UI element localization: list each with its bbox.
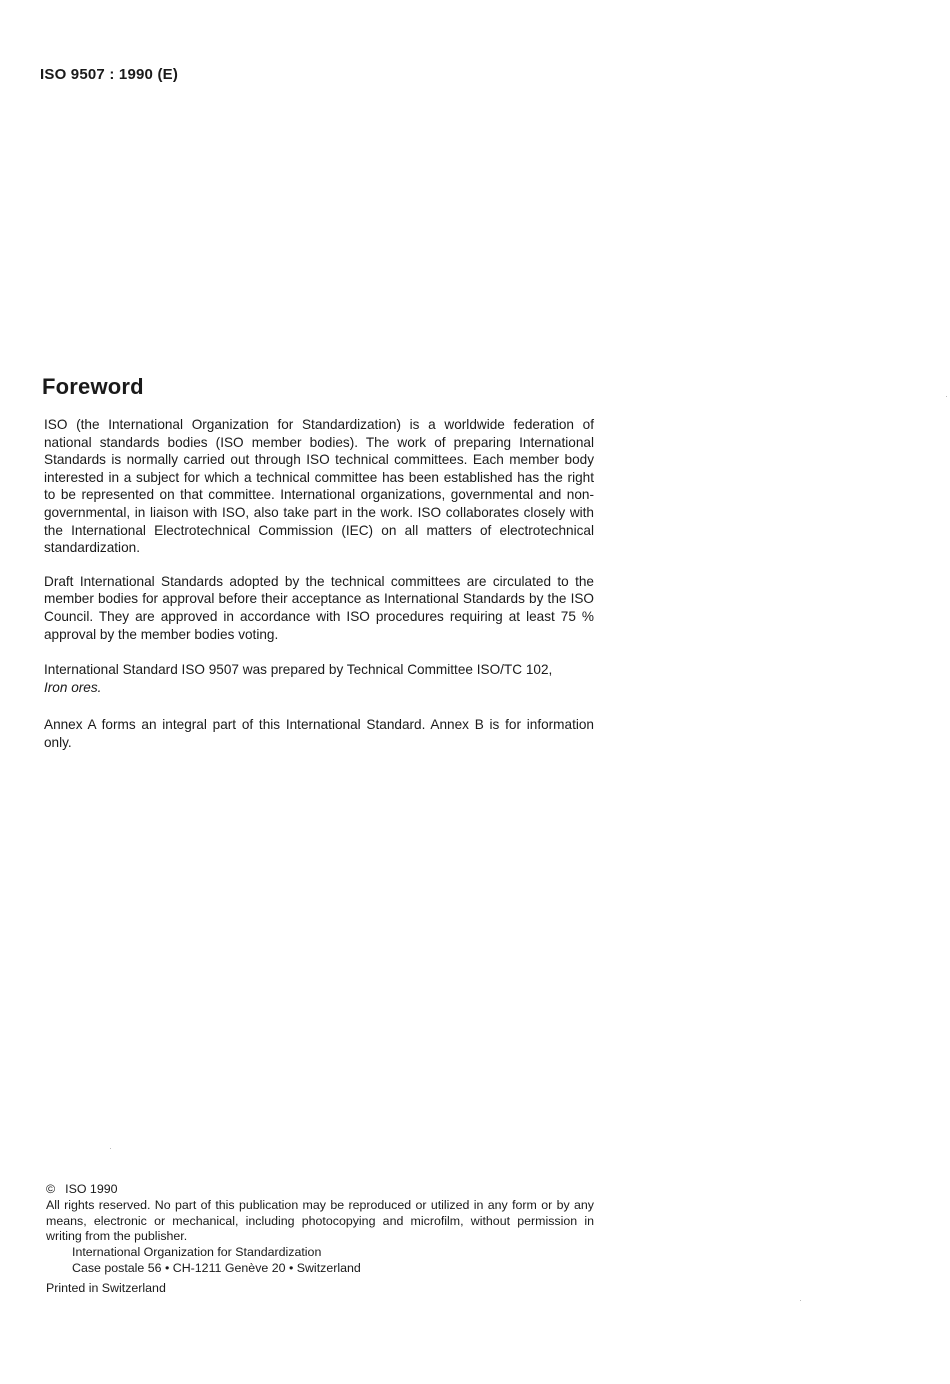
foreword-title: Foreword xyxy=(42,374,144,399)
committee-title: Iron ores. xyxy=(44,679,102,695)
printed-location: Printed in Switzerland xyxy=(46,1280,166,1295)
document-id-header: ISO 9507 : 1990 (E) xyxy=(40,66,179,83)
organization-name: International Organization for Standardization xyxy=(72,1245,322,1260)
scan-speck xyxy=(946,396,947,397)
foreword-paragraph-draft-standards: Draft International Standards adopted by the technical committees are circulated to the member bodies for approval before their acceptance as International Standards by the ISO Council. They are approved in accordance with ISO procedures requiring at least 75 % approval by the member bodies voting. xyxy=(44,573,594,642)
foreword-paragraph-iso-intro: ISO (the International Organization for Standardization) is a worldwide federation of national standards bodies (ISO member bodies). The work of preparing International Standards is normally carried out through ISO technical committees. Each member body interested in a subject for which a technical committee has been established has the right to be represented on that committee. International organizations, governmental and non-governmental, in liaison with ISO, also take part in the work. ISO collaborates closely with the International Electrotechnical Commission (IEC) on all matters of electrotechnical standardization. xyxy=(44,417,594,556)
scan-speck xyxy=(800,1300,801,1301)
copyright-block xyxy=(46,1182,594,1297)
committee-statement: International Standard ISO 9507 was prepared by Technical Committee ISO/TC 102, xyxy=(44,662,553,678)
copyright-text: ISO 1990 xyxy=(65,1182,118,1196)
foreword-section xyxy=(42,374,594,770)
rights-statement: All rights reserved. No part of this publication may be reproduced or utilized in any form or by any means, electronic or mechanical, including photocopying and microfilm, without permission in writing from the publisher. xyxy=(46,1197,594,1244)
copyright-line xyxy=(46,1182,594,1198)
foreword-paragraph-annexes: Annex A forms an integral part of this International Standard. Annex B is for information only. xyxy=(44,717,594,750)
organization-address: Case postale 56 • CH-1211 Genève 20 • Switzerland xyxy=(72,1260,361,1275)
foreword-paragraph-committee xyxy=(44,661,594,696)
scan-speck xyxy=(110,1148,111,1149)
copyright-icon: © xyxy=(46,1182,56,1196)
